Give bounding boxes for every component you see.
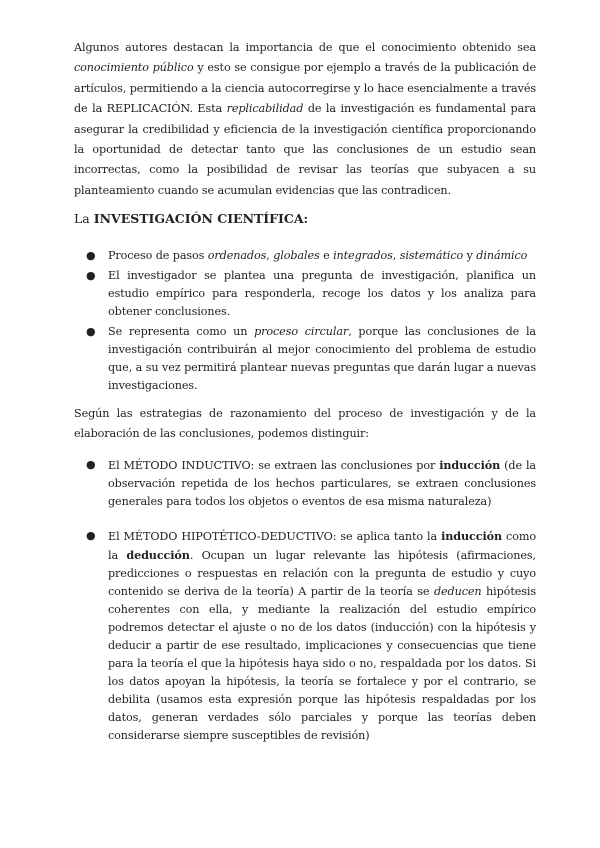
heading-bold: INVESTIGACIÓN CIENTÍFICA: bbox=[93, 211, 309, 226]
item1-text-3: e bbox=[319, 249, 334, 262]
inductive-bold-1: inducción bbox=[439, 458, 501, 472]
bullet-icon: ● bbox=[86, 249, 96, 262]
hd-text-4: hipótesis coherentes con ella, y mediante la realización del estudio empírico podremos detectar el ajuste o no de los datos (inducción) con la hipótesis y deducir a partir de ese resultado, implicaciones y consecuencias que tiene para la teoría el que la hipótesis haya sido o no, respaldada por los datos. Si los datos apoyan la hipótesis, la teoría se fortalece y por el contrario, se debilita (usamos esta expresión porque las hipótesis respaldadas por los datos, generan verdades sólo parciales y porque las teorías deben considerarse siempre susceptibles de revisión) bbox=[108, 585, 536, 742]
intro-text-2: y esto se consigue por ejemplo a través de la publicación de artículos, permitiendo a la ciencia autocorregirse y lo hace esencialmente a través de la REPLICACIÓN. Esta bbox=[74, 61, 537, 116]
intro-italic-1: conocimiento público bbox=[74, 61, 194, 75]
hd-bold-1: inducción bbox=[441, 529, 503, 543]
intro-italic-2: replicabilidad bbox=[226, 102, 304, 116]
strategies-paragraph: Según las estrategias de razonamiento del proceso de investigación y de la elaboración de las conclusiones, podemos distinguir: bbox=[74, 407, 536, 441]
section-heading bbox=[74, 211, 308, 226]
item1-text-4: , bbox=[392, 249, 400, 262]
inductive-text-1: El MÉTODO INDUCTIVO: se extraen las conclusiones por bbox=[108, 459, 440, 472]
hypothetico-deductive-list bbox=[74, 527, 536, 745]
characteristics-list bbox=[74, 247, 536, 397]
item1-text-1: Proceso de pasos bbox=[108, 249, 208, 262]
intro-text-3: de la investigación es fundamental para asegurar la credibilidad y eficiencia de la investigación científica proporcionando la oportunidad de detectar tanto que las conclusiones de un estudio sean incorrectas, como la posibilidad de revisar las teorías que subyacen a su planteamiento cuando se acumulan evidencias que las contradicen. bbox=[74, 102, 536, 197]
hd-text-3: . Ocupan un lugar relevante las hipótesis (afirmaciones, predicciones o respuestas en relación con la pregunta de estudio y cuyo contenido se deriva de la teoría) A partir de la teoría se bbox=[108, 549, 536, 598]
inductive-method-list bbox=[74, 456, 536, 511]
list-item bbox=[74, 267, 536, 321]
list-item bbox=[74, 247, 536, 265]
item1-text-5: y bbox=[463, 249, 477, 262]
list-item bbox=[74, 527, 536, 745]
item1-italic-1: ordenados bbox=[207, 249, 267, 262]
item1-text-2: , bbox=[266, 249, 274, 262]
item1-italic-3: integrados bbox=[333, 249, 393, 262]
hd-italic-1: deducen bbox=[433, 585, 482, 598]
item1-italic-2: globales bbox=[273, 249, 320, 262]
bullet-icon: ● bbox=[86, 458, 96, 471]
bullet-icon: ● bbox=[86, 269, 96, 282]
item1-italic-5: dinámico bbox=[476, 249, 528, 262]
bullet-icon: ● bbox=[86, 325, 96, 338]
item3-italic-1: proceso circular bbox=[254, 325, 349, 338]
hd-text-1: El MÉTODO HIPOTÉTICO-DEDUCTIVO: se aplica tanto la bbox=[108, 530, 442, 543]
heading-prefix: La bbox=[74, 211, 94, 226]
hd-text-2: como la bbox=[108, 530, 536, 562]
intro-text-1: Algunos autores destacan la importancia de que el conocimiento obtenido sea bbox=[74, 41, 536, 54]
inductive-text-2: (de la observación repetida de los hechos particulares, se extraen conclusiones generales para todos los objetos o eventos de esa misma naturaleza) bbox=[108, 459, 537, 508]
intro-paragraph bbox=[74, 38, 536, 201]
hd-bold-2: deducción bbox=[126, 548, 190, 562]
item3-text-2: , porque las conclusiones de la investigación contribuirán al mejor conocimiento del problema de estudio que, a su vez permitirá plantear nuevas preguntas que darán lugar a nuevas investigaciones. bbox=[108, 325, 536, 392]
item2-text: El investigador se plantea una pregunta de investigación, planifica un estudio empírico para responderla, recoge los datos y los analiza para obtener conclusiones. bbox=[108, 269, 536, 318]
bullet-icon: ● bbox=[86, 529, 96, 542]
list-item bbox=[74, 323, 536, 395]
item1-italic-4: sistemático bbox=[399, 249, 464, 262]
list-item bbox=[74, 456, 536, 511]
item3-text-1: Se representa como un bbox=[108, 325, 255, 338]
